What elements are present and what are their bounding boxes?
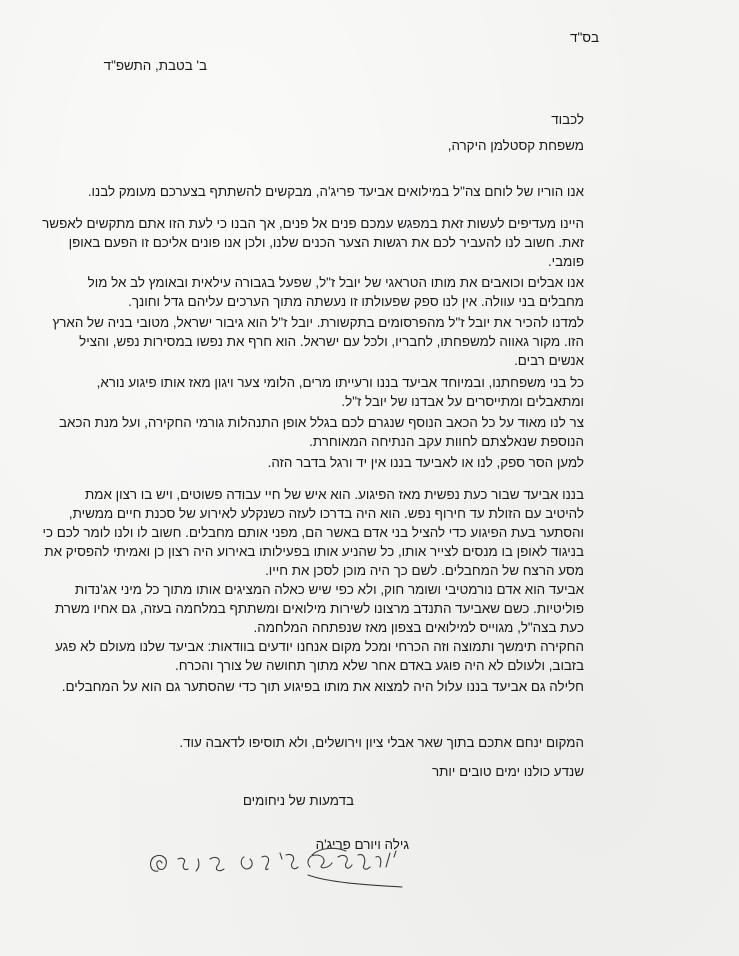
paragraph-line: למדנו להכיר את יובל ז"ל מהפרסומים בתקשורת. יובל ז"ל הוא גיבור ישראל, מטובי בניה של הארץ [52, 315, 584, 330]
signatory-names: גילה ויורם פריג'ה [315, 837, 409, 852]
closing-wish: שנדע כולנו ימים טובים יותר [432, 764, 584, 779]
paragraph-line: פומבי. [547, 254, 584, 269]
paragraph-line: אנו אבלים וכואבים את מותו הטראגי של יובל ז"ל, שפעל בגבורה עילאית ובאומץ לב אל מול [87, 275, 584, 290]
paragraph-line: בניגוד לאופן בו מנסים לצייר אותו, כל שהניע אותו בפעילותו באירוע היה רצון כן ואמיתי להפסיק את [44, 544, 584, 559]
paragraph-could-have-died [61, 677, 584, 696]
paragraph-law-abiding [54, 580, 584, 637]
paragraph-line: מסע הרצח של המחבלים. לשם כך היה מוכן לסכן את חייו. [265, 563, 584, 578]
paragraph-line: כל בני משפחתנו, ובמיוחד אביעד בננו ורעייתו מרים, הלומי צער ויגון מאז אותו פיגוע נורא, [96, 375, 584, 390]
paragraph-line: פוליטיות. כשם שאביעד התנדב מרצונו לשירות מילואים ומשתתף במלחמה בעזה, גם אחיו משרת [54, 601, 584, 616]
salutation-recipient: משפחת קסטלמן היקרה, [447, 138, 584, 153]
paragraph-line: חלילה גם אביעד בננו עלול היה למצוא את מותו בפיגוע תוך כדי שהסתער גם הוא על המחבלים. [61, 679, 584, 694]
paragraph-line: זאת. חשוב לנו להעביר לכם את רגשות הצער הכנים שלנו, ולכן אנו פונים אליכם זו הפעם באופן [68, 235, 584, 250]
paragraph-line: צר לנו מאוד על כל הכאב הנוסף שנגרם לכם בגלל אופן התנהלות גורמי החקירה, ועל מנת הכאב [59, 415, 584, 430]
paragraph-mourning [84, 273, 584, 311]
paragraph-investigation-pain [59, 413, 584, 451]
paragraph-condolence-intro [84, 182, 584, 201]
header-blessing: בס"ד [570, 30, 599, 45]
paragraph-line: החקירה תימשך ותמוצה וזה הכרחי ומכל מקום אנחנו יודעים בוודאות: אביעד שלנו מעולם לא פגע [55, 639, 584, 654]
paragraph-hero-tribute [52, 313, 584, 370]
paragraph-aviad-description [42, 485, 584, 580]
paragraph-line: מחבלים בני עוולה. אין לנו ספק שפעולתו זו נעשתה מתוך הערכים עליהם גדל וחונך. [128, 294, 584, 309]
paragraph-line: היינו מעדיפים לעשות זאת במפגש עמכם פנים אל פנים, אך הבנו כי לעת הזו אתם מתקשים לאפשר [42, 216, 584, 231]
closing-consolation: המקום ינחם אתכם בתוך שאר אבלי ציון וירושלים, ולא תוסיפו לדאבה עוד. [179, 735, 584, 750]
paragraph-line: הנוספת שנאלצתם לחוות עקב הנתיחה המאוחרת. [309, 434, 584, 449]
paragraph-line: אנשים רבים. [514, 353, 584, 368]
paragraph-family-grief [84, 373, 584, 411]
paragraph-line: והסתער בעת הפיגוע כדי להציל בני אדם באשר הם, מפני אותם מחבלים. חשוב לו ולנו לומר לכם כי [42, 525, 584, 540]
paragraph-line: בננו אביעד שבור כעת נפשית מאז הפיגוע. הוא איש של חיי עבודה פשוטים, ויש בו רצון אמת [85, 487, 584, 502]
paragraph-line: כעת בצה"ל, מגוייס למילואים בצפון מאז שנפתחה המלחמה. [253, 620, 584, 635]
paragraph-line: אנו הוריו של לוחם צה"ל במילואים אביעד פריג'ה, מבקשים להשתתף בצערכם מעומק לבנו. [87, 184, 584, 199]
salutation-to: לכבוד [551, 112, 584, 127]
paragraph-investigation-certainty [55, 637, 584, 675]
paragraph-line: למען הסר ספק, לנו או לאביעד בננו אין יד ורגל בדבר הזה. [267, 455, 584, 470]
paragraph-line: הזו. מקור גאווה למשפחתו, לחבריו, ולכל עם ישראל. הוא חרף את נפשו במסירות נפש, והציל [79, 334, 584, 349]
paragraph-line: להיטיב עם הזולת עד חירוף נפש. הוא היה בדרכו לעזה כשנקלע לאירוע של סכנת חיים ממשית, [68, 506, 584, 521]
paragraph-no-involvement [84, 453, 584, 472]
paragraph-public-address [42, 214, 584, 271]
paragraph-line: ומתאבלים ומתייסרים על אבדנו של יובל ז"ל. [341, 394, 584, 409]
letter-date: ב' בטבת, התשפ"ד [103, 58, 207, 73]
handwritten-signature-icon [140, 845, 410, 895]
paragraph-line: בזבוב, ולעולם לא היה פוגע באדם אחר שלא מתוך תחושה של צורך והכרח. [175, 658, 584, 673]
closing-sign-off: בדמעות של ניחומים [242, 793, 354, 808]
paragraph-line: אביעד הוא אדם נורמטיבי ושומר חוק, ולא כפי שיש כאלה המציגים אותו מתוך כל מיני אג'נדות [74, 582, 584, 597]
